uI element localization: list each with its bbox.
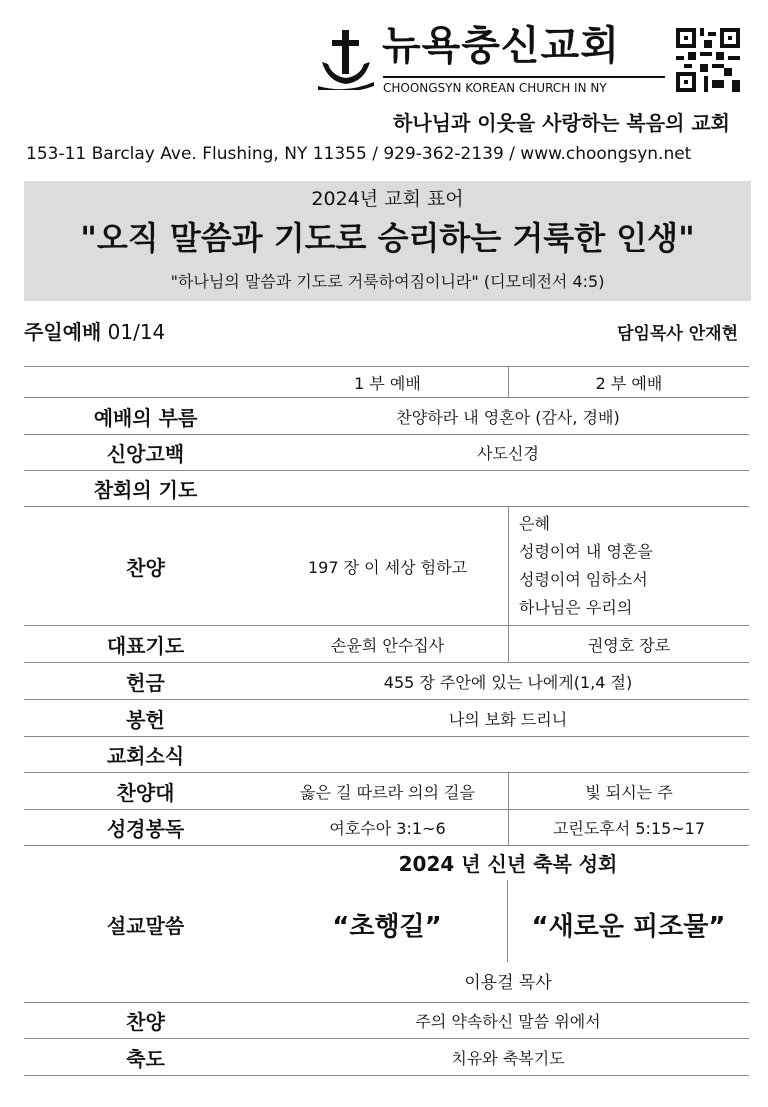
row-value: 사도신경 xyxy=(477,444,539,463)
row-value: 치유와 축복기도 xyxy=(451,1048,565,1068)
senior-pastor: 담임목사 안재현 xyxy=(617,324,738,344)
table-row xyxy=(24,736,749,772)
row-value: 나의 보화 드리니 xyxy=(448,709,568,729)
church-logo-icon xyxy=(318,28,374,90)
row-value-second-service: 권영호 장로 xyxy=(508,626,749,662)
table-row xyxy=(24,625,749,662)
column-header-first-service: 1 부 예배 xyxy=(354,373,421,393)
row-value-second-service: 빛 되시는 주 xyxy=(508,773,749,809)
table-row xyxy=(24,772,749,809)
service-title xyxy=(24,318,165,346)
row-label: 설교말씀 xyxy=(106,913,185,938)
row-label: 교회소식 xyxy=(106,744,185,768)
column-header-second-service: 2 부 예배 xyxy=(508,367,749,397)
motto-year-label: 2024년 교회 표어 xyxy=(311,188,464,210)
table-row xyxy=(24,434,749,470)
row-value-second-service xyxy=(508,507,749,625)
hymn-line: 성령이여 임하소서 xyxy=(519,570,648,589)
motto-banner xyxy=(24,181,751,301)
table-row xyxy=(24,1038,749,1076)
sermon-title-second: “새로운 피조물” xyxy=(531,912,726,942)
row-label: 찬양 xyxy=(126,555,165,580)
row-label: 참회의 기도 xyxy=(93,478,198,502)
row-label: 찬양대 xyxy=(116,780,175,805)
hymn-line: 성령이여 내 영혼을 xyxy=(519,542,653,561)
qr-code-icon[interactable] xyxy=(676,28,740,92)
sermon-speaker: 이용걸 목사 xyxy=(464,973,552,993)
table-header-row xyxy=(24,366,749,397)
table-row xyxy=(24,662,749,699)
row-label: 대표기도 xyxy=(106,633,185,658)
row-value: 주의 약속하신 말씀 위에서 xyxy=(415,1012,601,1031)
table-row xyxy=(24,699,749,736)
row-label: 성경봉독 xyxy=(106,817,185,841)
church-address: 153-11 Barclay Ave. Flushing, NY 11355 / 929-362-2139 / www.choongsyn.net xyxy=(26,144,692,164)
row-value-first-service: 197 장 이 세상 험하고 xyxy=(307,557,468,577)
table-row xyxy=(24,470,749,506)
row-label: 예배의 부름 xyxy=(93,405,198,430)
row-value-first-service: 손윤희 안수집사 xyxy=(330,635,445,655)
row-value xyxy=(267,471,749,506)
hymn-line: 은혜 xyxy=(519,514,550,533)
row-value-first-service: 옳은 길 따르라 의의 길을 xyxy=(300,782,475,802)
order-of-worship-table xyxy=(24,366,749,1076)
table-row xyxy=(24,506,749,625)
row-value: 찬양하라 내 영혼아 (감사, 경배) xyxy=(396,407,620,427)
table-row xyxy=(24,397,749,434)
table-row xyxy=(24,1002,749,1038)
row-value xyxy=(267,737,749,772)
row-value: 455 장 주안에 있는 나에게(1,4 절) xyxy=(383,672,633,692)
row-label: 헌금 xyxy=(126,670,165,695)
service-date: 01/14 xyxy=(107,320,166,344)
row-value-first-service: 여호수아 3:1~6 xyxy=(329,819,446,838)
church-name-english: CHOONGSYN KOREAN CHURCH IN NY xyxy=(383,76,665,96)
table-row xyxy=(24,809,749,845)
motto-verse: "하나님의 말씀과 기도로 거룩하여짐이니라" (디모데전서 4:5) xyxy=(170,272,605,291)
sermon-event-title: 2024 년 신년 축복 성회 xyxy=(398,852,618,876)
sermon-title-first: “초행길” xyxy=(332,912,442,942)
sermon-row xyxy=(24,845,749,1002)
row-value-second-service: 고린도후서 5:15~17 xyxy=(508,810,749,845)
hymn-line: 하나님은 우리의 xyxy=(519,598,633,617)
row-label: 봉헌 xyxy=(126,707,165,732)
row-label: 축도 xyxy=(126,1046,165,1071)
motto-main-text: "오직 말씀과 기도로 승리하는 거룩한 인생" xyxy=(80,219,695,257)
church-slogan: 하나님과 이웃을 사랑하는 복음의 교회 xyxy=(393,111,730,135)
service-name: 주일예배 xyxy=(24,320,102,344)
church-name-korean: 뉴욕충신교회 xyxy=(382,23,620,69)
row-label: 찬양 xyxy=(126,1010,165,1034)
row-label: 신앙고백 xyxy=(106,442,185,466)
